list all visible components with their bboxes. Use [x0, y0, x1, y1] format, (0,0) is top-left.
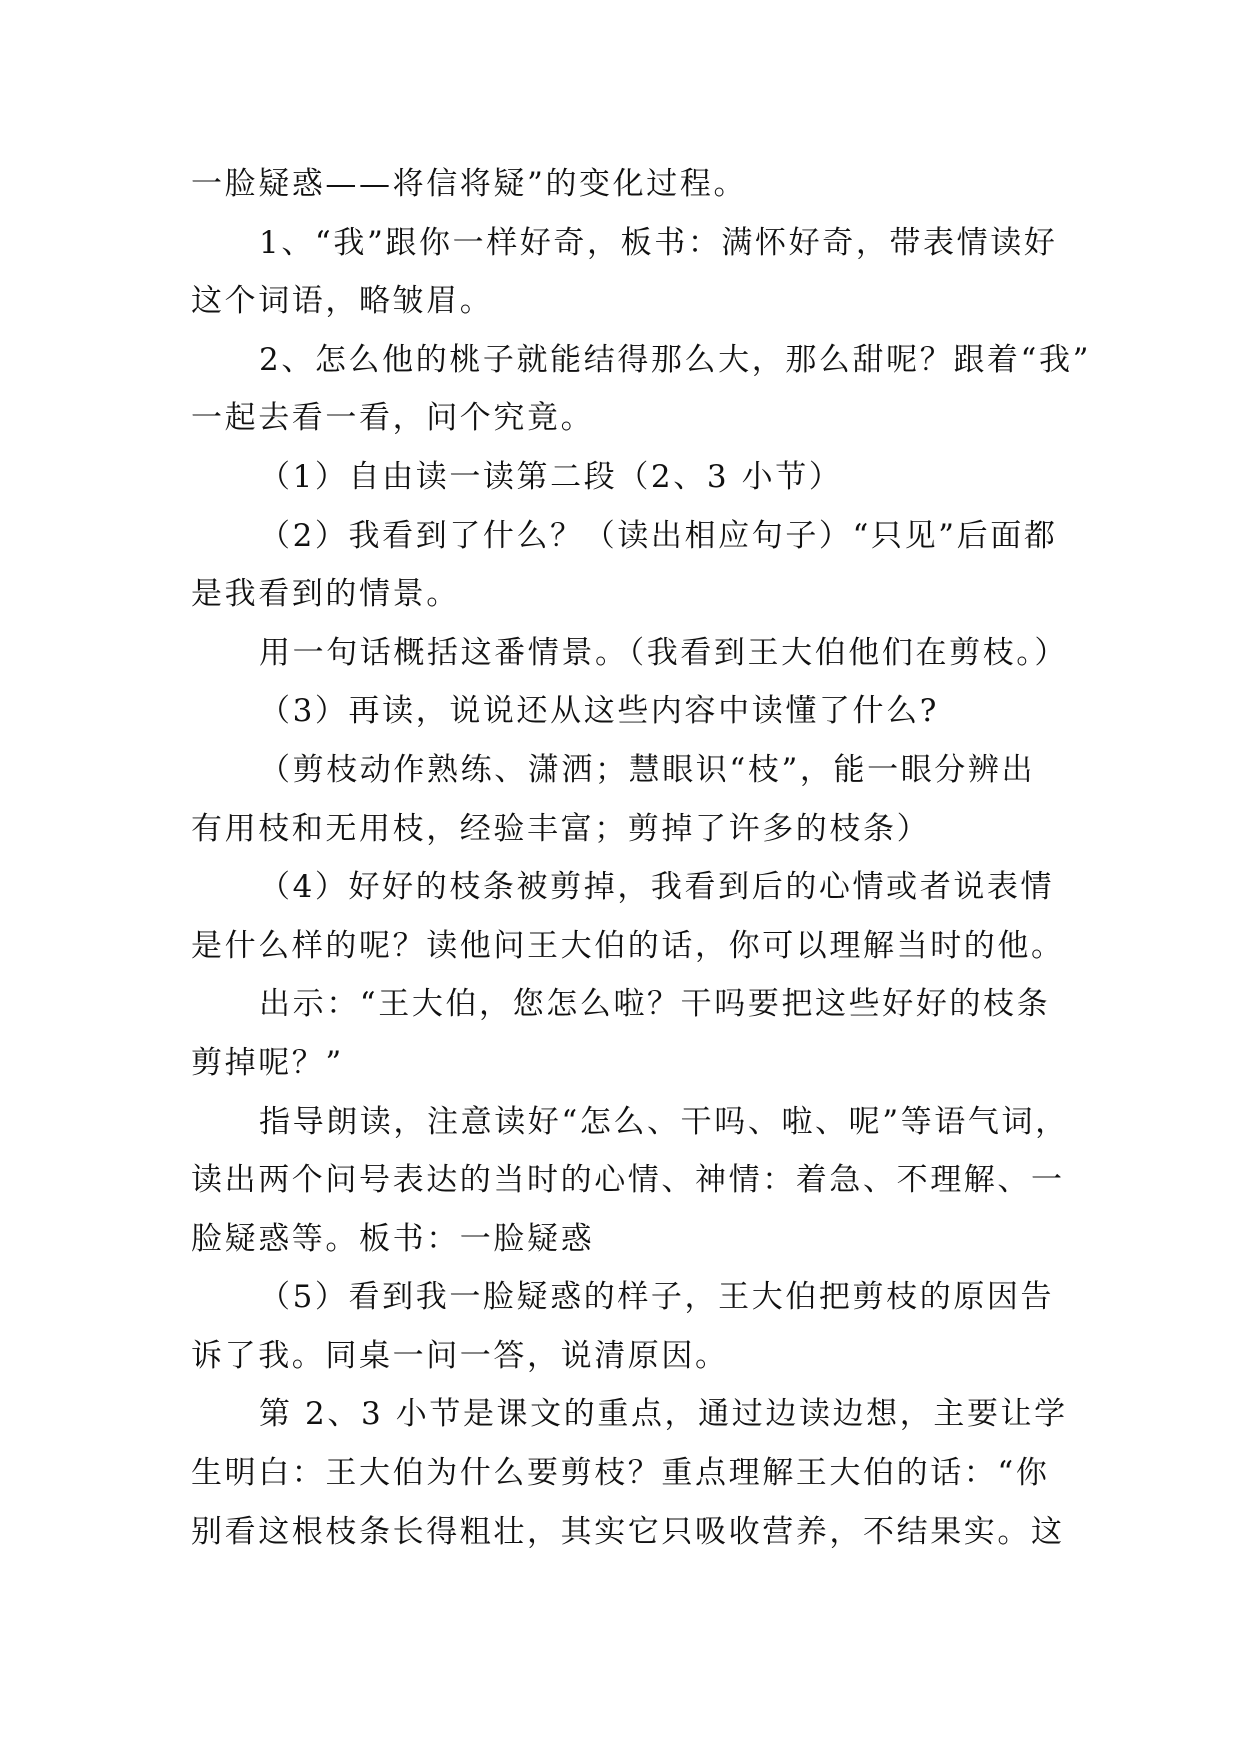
text-line-3: 这个词语，略皱眉。 — [191, 283, 494, 320]
text-line-4: 2、怎么他的桃子就能结得那么大，那么甜呢？跟着“我” — [259, 341, 1092, 378]
text-line-22: 第 2、3 小节是课文的重点，通过边读边想，主要让学 — [259, 1396, 1068, 1433]
text-line-20: （5）看到我一脸疑惑的样子，王大伯把剪枝的原因告 — [259, 1279, 1055, 1316]
text-line-6: （1）自由读一读第二段（2、3 小节） — [259, 458, 843, 495]
text-line-2: 1、“我”跟你一样好奇，板书：满怀好奇，带表情读好 — [259, 224, 1058, 261]
document-body — [191, 155, 1092, 1561]
text-line-11: （剪枝动作熟练、潇洒；慧眼识“枝”，能一眼分辨出 — [259, 751, 1036, 788]
text-line-7: （2）我看到了什么？（读出相应句子）“只见”后面都 — [259, 517, 1058, 554]
text-line-1: 一脸疑惑——将信将疑”的变化过程。 — [191, 166, 748, 202]
text-line-18: 读出两个问号表达的当时的心情、神情：着急、不理解、一 — [191, 1162, 1065, 1199]
text-line-15: 出示：“王大伯，您怎么啦？干吗要把这些好好的枝条 — [259, 986, 1051, 1023]
text-line-10: （3）再读，说说还从这些内容中读懂了什么? — [259, 693, 939, 730]
text-line-8: 是我看到的情景。 — [191, 576, 460, 613]
text-line-21: 诉了我。同桌一问一答，说清原因。 — [191, 1337, 729, 1374]
text-line-12: 有用枝和无用枝，经验丰富；剪掉了许多的枝条） — [191, 810, 931, 847]
text-line-16: 剪掉呢？” — [191, 1044, 344, 1081]
text-line-17: 指导朗读，注意读好“怎么、干吗、啦、呢”等语气词， — [259, 1103, 1069, 1140]
text-line-19: 脸疑惑等。板书：一脸疑惑 — [191, 1220, 595, 1257]
text-line-23: 生明白：王大伯为什么要剪枝？重点理解王大伯的话：“你 — [191, 1455, 1050, 1492]
text-line-13: （4）好好的枝条被剪掉，我看到后的心情或者说表情 — [259, 869, 1055, 906]
text-line-14: 是什么样的呢？读他问王大伯的话，你可以理解当时的他。 — [191, 927, 1065, 964]
text-line-24: 别看这根枝条长得粗壮，其实它只吸收营养，不结果实。这 — [191, 1513, 1065, 1550]
text-line-5: 一起去看一看，问个究竟。 — [191, 400, 595, 437]
text-line-9: 用一句话概括这番情景。（我看到王大伯他们在剪枝。） — [259, 634, 1068, 671]
